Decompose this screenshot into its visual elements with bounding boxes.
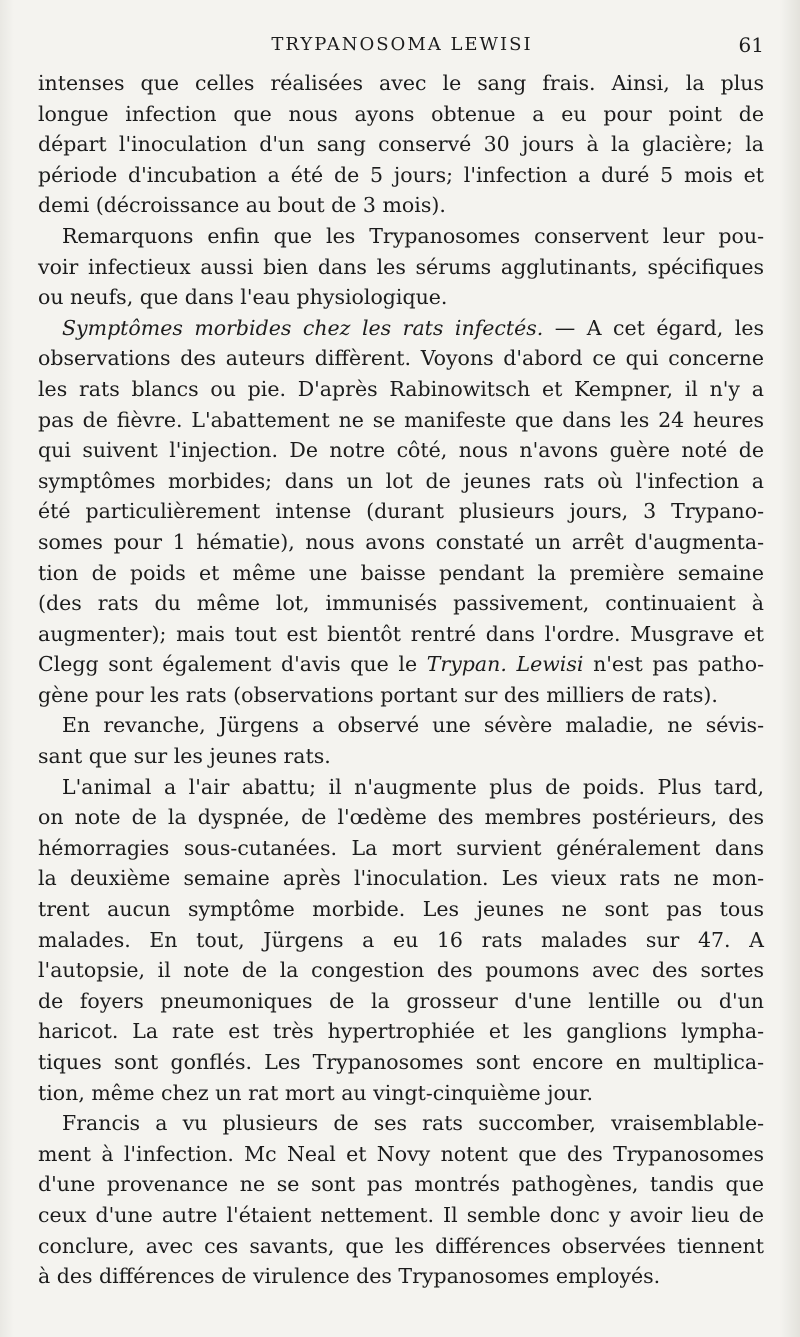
text-line: voir infectieux aussi bien dans les sérums agglutinants, spécifiques [38,254,764,279]
text-line: ceux d'une autre l'étaient nettement. Il semble donc y avoir lieu de [38,1202,764,1227]
text-line [38,649,764,680]
paragraph [38,772,764,1109]
text-line: qui suivent l'injection. De notre côté, nous n'avons guère noté de [38,438,764,463]
text-fragment: n'est pas patho- [583,652,764,677]
text-line [38,313,764,344]
running-head [40,30,764,60]
text-line: on note de la dyspnée, de l'œdème des membres postérieurs, des [38,805,764,830]
text-line: gène pour les rats (observations portant sur des milliers de rats). [38,682,718,707]
text-line: tion de poids et même une baisse pendant la première semaine [38,560,764,585]
text-line: de foyers pneumoniques de la grosseur d'une lentille ou d'un [38,988,764,1013]
text-line: L'animal a l'air abattu; il n'augmente plus de poids. Plus tard, [62,774,764,799]
text-line: symptômes morbides; dans un lot de jeunes rats où l'infection a [38,468,764,493]
paragraph [38,710,764,771]
text-line: (des rats du même lot, immunisés passivement, continuaient à [38,591,764,616]
text-line: Francis a vu plusieurs de ses rats succomber, vraisemblable- [62,1111,764,1136]
text-line: trent aucun symptôme morbide. Les jeunes ne sont pas tous [38,897,764,922]
text-line: pas de fièvre. L'abattement ne se manifeste que dans les 24 heures [38,407,764,432]
text-line: observations des auteurs diffèrent. Voyons d'abord ce qui concerne [38,346,764,371]
body-text [38,68,764,1292]
text-line: longue infection que nous ayons obtenue a eu pour point de [38,101,764,126]
text-line: tion, même chez un rat mort au vingt-cinquième jour. [38,1080,594,1105]
running-title: TRYPANOSOMA LEWISI [271,34,533,55]
text-line: ou neufs, que dans l'eau physiologique. [38,285,448,310]
text-line: d'une provenance ne se sont pas montrés pathogènes, tandis que [38,1172,764,1197]
paragraph [38,68,764,221]
text-line: conclure, avec ces savants, que les différences observées tiennent [38,1233,764,1258]
paragraph [38,1108,764,1292]
section-heading: Symptômes morbides chez les rats infectés. [62,315,544,340]
text-line: tiques sont gonflés. Les Trypanosomes sont encore en multiplica- [38,1050,764,1074]
page-number: 61 [738,33,764,57]
text-line: l'autopsie, il note de la congestion des poumons avec des sortes [38,958,764,983]
paragraph [38,221,764,313]
text-line: la deuxième semaine après l'inoculation. Les vieux rats ne mon- [38,866,764,891]
text-line: départ l'inoculation d'un sang conservé 30 jours à la glacière; la [38,132,764,157]
text-line: haricot. La rate est très hypertrophiée et les ganglions lympha- [38,1019,764,1044]
text-line: En revanche, Jürgens a observé une sévère maladie, ne sévis- [62,713,764,738]
text-line: somes pour 1 hématie), nous avons constaté un arrêt d'augmenta- [38,529,764,554]
text-line: intenses que celles réalisées avec le sang frais. Ainsi, la plus [38,71,764,95]
text-line: Remarquons enfin que les Trypanosomes conservent leur pou- [62,223,764,248]
text-line: demi (décroissance au bout de 3 mois). [38,193,446,218]
text-line: à des différences de virulence des Trypanosomes employés. [38,1264,661,1289]
text-line: malades. En tout, Jürgens a eu 16 rats malades sur 47. A [38,927,764,952]
text-line: les rats blancs ou pie. D'après Rabinowitsch et Kempner, il n'y a [38,376,764,401]
text-line: période d'incubation a été de 5 jours; l'infection a duré 5 mois et [38,162,764,187]
text-line: sant que sur les jeunes rats. [38,744,331,769]
text-fragment: Clegg sont également d'avis que le [38,652,427,677]
text-line: ment à l'infection. Mc Neal et Novy notent que des Trypanosomes [38,1141,764,1166]
paragraph [38,313,764,711]
text-line: hémorragies sous-cutanées. La mort survient généralement dans [38,835,764,860]
text-line: augmenter); mais tout est bientôt rentré dans l'ordre. Musgrave et [38,621,764,646]
text-fragment: — A cet égard, les [543,315,764,340]
species-name: Trypan. Lewisi [426,652,584,677]
text-line: été particulièrement intense (durant plusieurs jours, 3 Trypano- [38,499,764,524]
